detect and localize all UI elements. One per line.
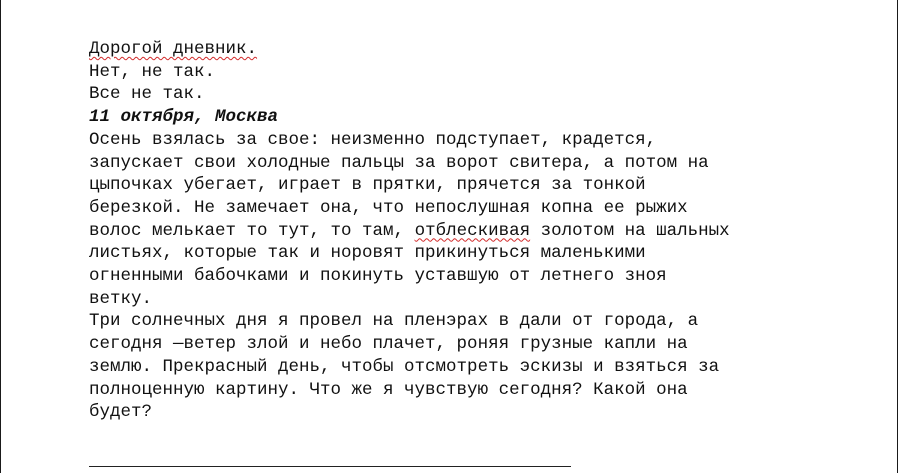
- misspelled-word: отблескивая: [414, 220, 531, 241]
- struck-salutation: Дорогой дневник.: [89, 39, 258, 59]
- paragraph-1-line-1: Осень взялась за свое: неизменно подступает, крадется,: [89, 129, 657, 150]
- line-5-after: золотом на шальных: [530, 220, 730, 241]
- paragraph-1-line-4: березкой. Не замечает она, что непослушная копна ее рыжих: [89, 197, 688, 218]
- footnote-separator-line: [89, 466, 571, 467]
- document-body[interactable]: [89, 38, 849, 424]
- line-5-before: волос мелькает то тут, то там,: [89, 220, 415, 241]
- date-heading: 11 октября, Москва: [89, 107, 279, 128]
- paragraph-1-line-3: цыпочках убегает, играет в прятки, прячется за тонкой: [89, 175, 646, 196]
- opening-line-2: Все не так.: [89, 84, 205, 105]
- opening-line-1: Нет, не так.: [89, 61, 216, 82]
- paragraph-2-line-4: полноценную картину. Что же я чувствую сегодня? Какой она: [89, 379, 688, 400]
- paragraph-1-line-2: запускает свои холодные пальцы за ворот свитера, а потом на: [89, 152, 709, 173]
- paragraph-1-line-6: листьях, которые так и норовят прикинуться маленькими: [89, 243, 646, 264]
- paragraph-1-line-5: [89, 220, 849, 243]
- paragraph-2-line-5: будет?: [89, 402, 153, 423]
- paragraph-2-line-1: Три солнечных дня я провел на пленэрах в дали от города, а: [89, 311, 699, 332]
- paragraph-1-line-8: ветку.: [89, 288, 153, 309]
- paragraph-1-line-7: огненными бабочками и покинуть уставшую от летнего зноя: [89, 266, 667, 287]
- paragraph-2-line-3: землю. Прекрасный день, чтобы отсмотреть эскизы и взяться за: [89, 356, 720, 377]
- paragraph-2-line-2: сегодня —ветер злой и небо плачет, роняя грузные капли на: [89, 334, 688, 355]
